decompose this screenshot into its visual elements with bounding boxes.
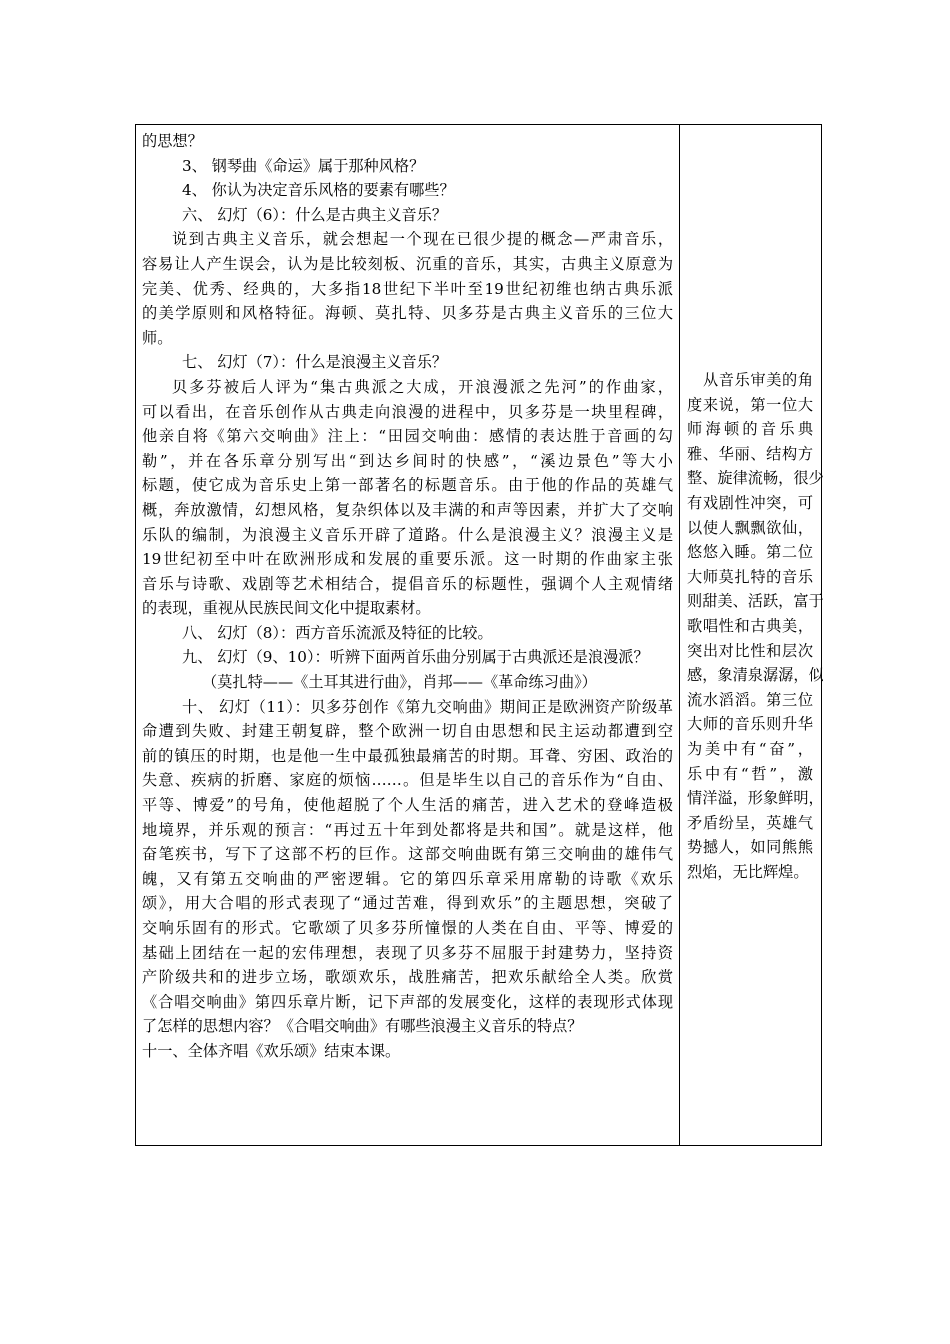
main-text-line: 3、 钢琴曲《命运》属于那种风格？ xyxy=(182,156,425,175)
main-text-line: 贝多芬被后人评为“集古典派之大成，开浪漫派之先河”的作曲家， xyxy=(172,377,673,396)
main-text-line: 4、 你认为决定音乐风格的要素有哪些？ xyxy=(182,181,455,200)
design-notes-cell xyxy=(680,125,824,1145)
teaching-process-cell xyxy=(136,125,680,1145)
side-text-line: 情洋溢，形象鲜明， xyxy=(687,789,824,808)
main-text-line: 交响乐固有的形式。它歌颂了贝多芬所憧憬的人类在自由、平等、博爱的 xyxy=(142,919,673,937)
main-text-line: 音乐与诗歌、戏剧等艺术相结合，提倡音乐的标题性，强调个人主观情绪 xyxy=(142,574,673,593)
main-text-line: 平等、博爱”的号角，使他超脱了个人生活的痛苦，进入艺术的登峰造极 xyxy=(142,796,673,815)
main-text-line: 产阶级共和的进步立场，歌颂欢乐，战胜痛苦，把欢乐献给全人类。欣赏 xyxy=(142,968,673,987)
main-text-line: 了怎样的思想内容？《合唱交响曲》有哪些浪漫主义音乐的特点？ xyxy=(142,1017,583,1036)
side-text-line: 烈焰，无比辉煌。 xyxy=(687,862,809,881)
main-text-line: 十、 幻灯（11）：贝多芬创作《第九交响曲》期间正是欧洲资产阶级革 xyxy=(182,697,673,716)
main-text-line: 师。 xyxy=(142,328,173,347)
main-text-line: 勒”，并在各乐章分别写出“到达乡间时的快感”，“溪边景色”等大小 xyxy=(142,451,673,470)
main-text-line: 八、 幻灯（8）：西方音乐流派及特征的比较。 xyxy=(182,623,493,642)
side-text-line: 悠悠入睡。第二位 xyxy=(687,543,813,562)
main-text-line: 可以看出，在音乐创作从古典走向浪漫的进程中，贝多芬是一块里程碑， xyxy=(142,402,673,421)
main-text-line: 概，奔放激情，幻想风格，复杂织体以及丰满的和声等因素，并扩大了交响 xyxy=(142,500,673,519)
main-text-line: 七、 幻灯（7）：什么是浪漫主义音乐？ xyxy=(182,353,448,372)
side-text-line: 为美中有“奋”， xyxy=(687,739,813,758)
lesson-plan-table xyxy=(135,124,822,1146)
main-text-line: 失意、疾病的折磨、家庭的烦恼……。但是毕生以自己的音乐作为“自由、 xyxy=(142,771,673,790)
main-text-line: 容易让人产生误会，认为是比较刻板、沉重的音乐，其实，古典主义原意为 xyxy=(142,254,673,273)
side-text-line: 度来说，第一位大 xyxy=(687,395,813,414)
side-text-line: 势撼人，如同熊熊 xyxy=(687,838,813,857)
side-text-line: 则甜美、活跃，富于 xyxy=(687,592,824,611)
main-text-line: 基础上团结在一起的宏伟理想，表现了贝多芬不屈服于封建势力，坚持资 xyxy=(142,943,673,962)
side-text-line: 突出对比性和层次 xyxy=(687,641,813,660)
main-text-line: 《合唱交响曲》第四乐章片断，记下声部的发展变化，这样的表现形式体现 xyxy=(142,992,673,1011)
side-text-line: 雅、华丽、结构方 xyxy=(687,444,813,463)
side-text-line: 从音乐审美的角 xyxy=(703,371,813,389)
main-text-line: 九、 幻灯（9、10）：听辨下面两首乐曲分别属于古典派还是浪漫派？ xyxy=(182,648,649,667)
main-text-line: 六、 幻灯（6）：什么是古典主义音乐？ xyxy=(182,205,448,224)
main-text-line: 魄，又有第五交响曲的严密逻辑。它的第四乐章采用席勒的诗歌《欢乐 xyxy=(142,869,673,888)
side-text-line: 以使人飘飘欲仙， xyxy=(687,518,813,537)
main-text-line: 标题，使它成为音乐史上第一部著名的标题音乐。由于他的作品的英雄气 xyxy=(142,476,673,495)
side-text-line: 歌唱性和古典美， xyxy=(687,616,813,635)
main-text-line: 的思想？ xyxy=(142,132,203,150)
side-text-line: 师海顿的音乐典 xyxy=(687,420,813,439)
side-text-line: 矛盾纷呈，英雄气 xyxy=(687,813,813,832)
main-text-line: 的美学原则和风格特征。海顿、莫扎特、贝多芬是古典主义音乐的三位大 xyxy=(142,304,673,323)
main-text-line: 颂》，用大合唱的形式表现了“通过苦难，得到欢乐”的主题思想，突破了 xyxy=(142,894,673,913)
main-text-line: 说到古典主义音乐，就会想起一个现在已很少提的概念—严肃音乐， xyxy=(172,230,673,249)
side-text-line: 流水滔滔。第三位 xyxy=(687,690,813,709)
main-text-line: 地境界，并乐观的预言：“再过五十年到处都将是共和国”。就是这样，他 xyxy=(142,820,673,839)
side-text-line: 感，象清泉潺潺，似 xyxy=(687,666,824,685)
main-text-line: 十一、全体齐唱《欢乐颂》结束本课。 xyxy=(142,1041,401,1060)
main-text-line: 前的镇压的时期，也是他一生中最孤独最痛苦的时期。耳聋、穷困、政治的 xyxy=(142,746,673,765)
main-text-line: 命遭到失败、封建王朝复辟，整个欧洲一切自由思想和民主运动都遭到空 xyxy=(142,722,673,741)
main-text-line: 乐队的编制，为浪漫主义音乐开辟了道路。什么是浪漫主义？浪漫主义是 xyxy=(142,525,673,544)
main-text-line: 19世纪初至中叶在欧洲形成和发展的重要乐派。这一时期的作曲家主张 xyxy=(142,550,673,569)
side-text-line: 有戏剧性冲突，可 xyxy=(687,493,813,512)
main-text-line: 他亲自将《第六交响曲》注上：“田园交响曲：感情的表达胜于音画的勾 xyxy=(142,427,673,446)
main-text-line: 奋笔疾书，写下了这部不朽的巨作。这部交响曲既有第三交响曲的雄伟气 xyxy=(142,845,673,864)
side-text-line: 乐中有“哲”，激 xyxy=(687,764,813,783)
main-text-line: 的表现，重视从民族民间文化中提取素材。 xyxy=(142,599,431,618)
side-text-line: 整、旋律流畅，很少 xyxy=(687,469,824,488)
main-text-line: （莫扎特——《土耳其进行曲》，肖邦——《革命练习曲》） xyxy=(202,673,597,692)
side-text-line: 大师莫扎特的音乐 xyxy=(687,567,813,586)
main-text-line: 完美、优秀、经典的，大多指18世纪下半叶至19世纪初维也纳古典乐派 xyxy=(142,279,673,298)
side-text-line: 大师的音乐则升华 xyxy=(687,715,813,734)
